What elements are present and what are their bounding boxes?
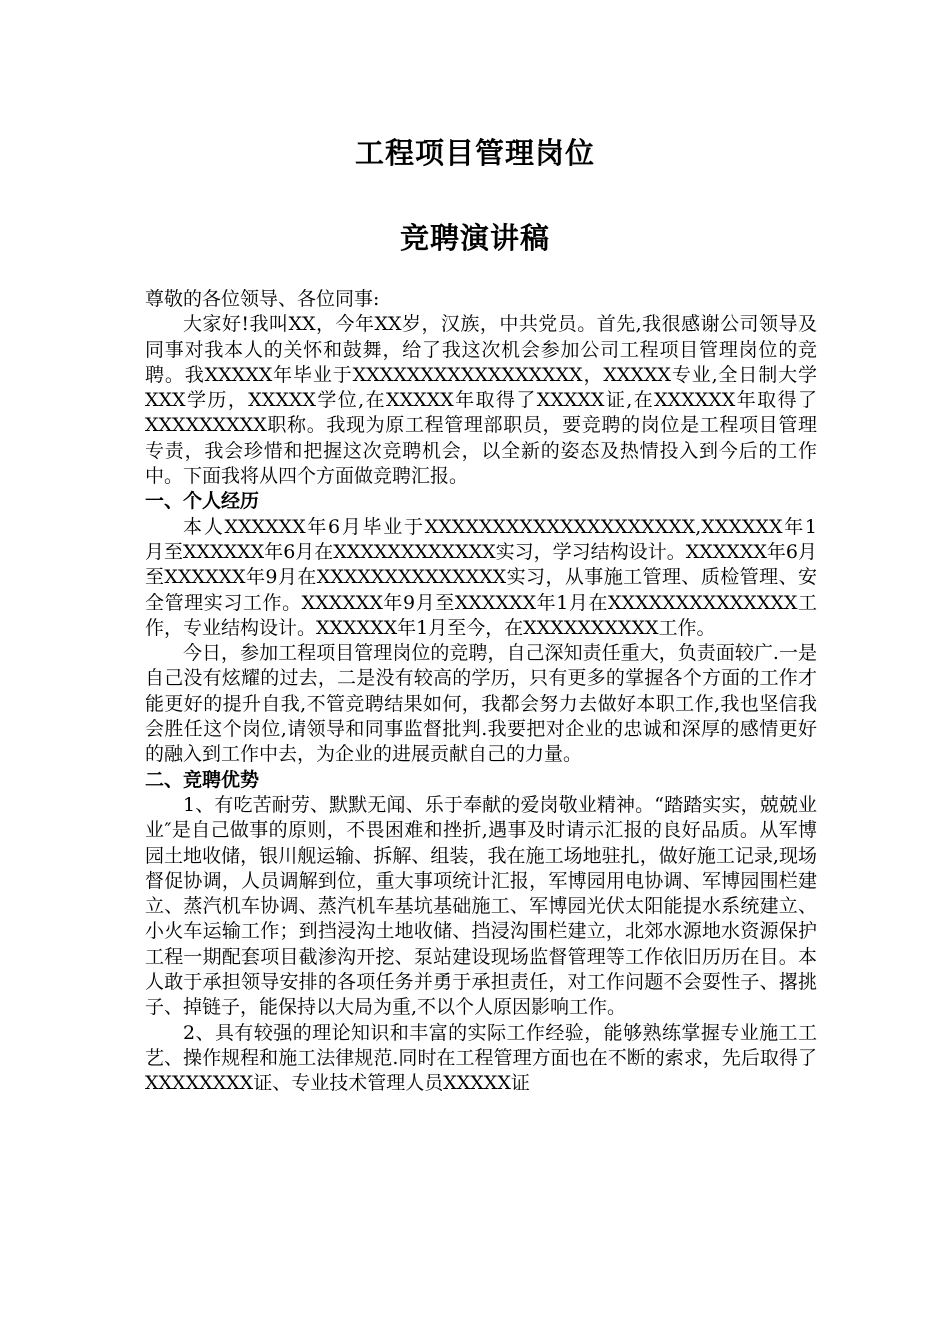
paragraph: 1、有吃苦耐劳、默默无闻、乐于奉献的爱岗敬业精神。“踏踏实实，兢兢业业″是自己做事的原则，不畏困难和挫折,遇事及时请示汇报的良好品质。从军博园土地收储，银川舰运输、拆解、组装，我在施工场地驻扎，做好施工记录,现场督促协调，人员调解到位，重大事项统计汇报，军博园用电协调、军博园围栏建立、蒸汽机车协调、蒸汽机车基坑基础施工、军博园光伏太阳能提水系统建立、小火车运输工作；到挡浸沟土地收储、挡浸沟围栏建立，北郊水源地水资源保护工程一期配套项目截渗沟开挖、泵站建设现场监督管理等工作依旧历历在目。本人敢于承担领导安排的各项任务并勇于承担责任，对工作问题不会耍性子、撂挑子、掉链子，能保持以大局为重,不以个人原因影响工作。 — [145, 793, 817, 1019]
paragraph: 本人XXXXXX年6月毕业于XXXXXXXXXXXXXXXXXXXX,XXXXXX年1月至XXXXXX年6月在XXXXXXXXXXXX实习，学习结构设计。XXXXXX年6月至XXXXXX年9月在XXXXXXXXXXXXXX实习，从事施工管理、质检管理、安全管理实习工作。XXXXXX年9月至XXXXXX年1月在XXXXXXXXXXXXXX工作，专业结构设计。XXXXXX年1月至今，在XXXXXXXXXX工作。 — [145, 515, 817, 639]
paragraph: 今日，参加工程项目管理岗位的竞聘，自己深知责任重大，负责面较广.一是自己没有炫耀的过去，二是没有较高的学历，只有更多的掌握各个方面的工作才能更好的提升自我,不管竞聘结果如何，我都会努力去做好本职工作,我也坚信我会胜任这个岗位,请领导和同事监督批判.我要把对企业的忠诚和深厚的感情更好的融入到工作中去，为企业的进展贡献自己的力量。 — [145, 642, 817, 766]
salutation: 尊敬的各位领导、各位同事: — [145, 288, 380, 310]
intro-paragraph: 大家好!我叫XX，今年XX岁，汉族，中共党员。首先,我很感谢公司领导及同事对我本人的关怀和鼓舞，给了我这次机会参加公司工程项目管理岗位的竞聘。我XXXXX年毕业于XXXXXXXXXXXXXXXXX，XXXXX专业,全日制大学XXX学历，XXXXX学位,在XXXXX年取得了XXXXX证,在XXXXXX年取得了XXXXXXXXX职称。我现为原工程管理部职员，要竞聘的岗位是工程项目管理专责，我会珍惜和把握这次竞聘机会，以全新的姿态及热情投入到今后的工作中。下面我将从四个方面做竞聘汇报。 — [145, 313, 817, 488]
section-heading-personal-experience: 一、个人经历 — [145, 490, 260, 513]
document-body — [145, 287, 817, 1097]
paragraph: 2、具有较强的理论知识和丰富的实际工作经验，能够熟练掌握专业施工工艺、操作规程和施工法律规范.同时在工程管理方面也在不断的索求，先后取得了XXXXXXXX证、专业技术管理人员XXXXX证 — [145, 1021, 817, 1095]
document-title: 工程项目管理岗位 — [354, 136, 595, 170]
document-subtitle: 竞聘演讲稿 — [399, 221, 550, 255]
section-heading-advantages: 二、竞聘优势 — [145, 768, 260, 791]
